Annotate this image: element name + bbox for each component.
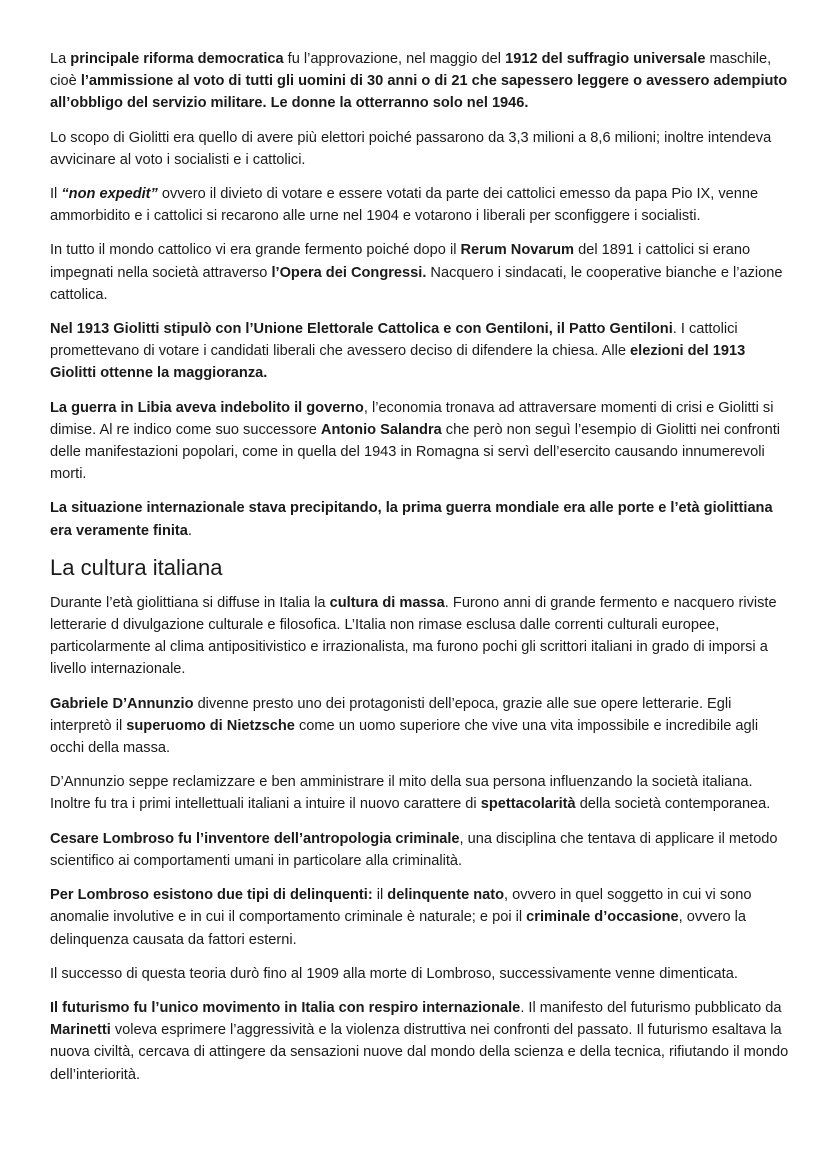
section-heading: La cultura italiana [50, 554, 223, 580]
paragraph-dannunzio-myth: D’Annunzio seppe reclamizzare e ben amministrare il mito della sua persona influenzando la società italiana. Inoltre fu tra i primi intellettuali italiani a intuire il nuovo carattere di spettacolarità della società contemporanea. [50, 774, 771, 813]
paragraph-libya-war: La guerra in Libia aveva indebolito il governo, l’economia tronava ad attraversare momenti di crisi e Giolitti si dimise. Al re indico come suo successore Antonio Salandra che però non seguì l’esempio di Giolitti nei confronti delle manifestazioni popolari, come in quella del 1943 in Romagna si servì dell’esercito causando innumerevoli morti. [50, 399, 781, 483]
paragraph-gentiloni-pact: Nel 1913 Giolitti stipulò con l’Unione Elettorale Cattolica e con Gentiloni, il Patto Gentiloni. I cattolici promettevano di votare i candidati liberali che avessero deciso di difendere la chiesa. Alle elezioni del 1913 Giolitti ottenne la maggioranza. [50, 321, 746, 382]
document-page [50, 48, 790, 1098]
paragraph-delinquent-types: Per Lombroso esistono due tipi di delinquenti: il delinquente nato, ovvero in quel soggetto in cui vi sono anomalie involutive e in cui il comportamento criminale è naturale; e poi il criminale d’occasione, ovvero la delinquenza causata da fattori esterni. [50, 887, 752, 948]
paragraph-futurism: Il futurismo fu l’unico movimento in Italia con respiro internazionale. Il manifesto del futurismo pubblicato da Marinetti voleva esprimere l’aggressività e la violenza distruttiva nei confronti del passato. Il futurismo esaltava la nuova civiltà, cercava di attingere da sensazioni nuove dal mondo della scienza e della tecnica, rifiutando il mondo dell’interiorità. [50, 999, 789, 1083]
paragraph-non-expedit: Il “non expedit” ovvero il divieto di votare e essere votati da parte dei cattolici emesso da papa Pio IX, venne ammorbidito e i cattolici si recarono alle urne nel 1904 e votarono i liberali per sconfiggere i socialisti. [50, 186, 759, 225]
paragraph-theory-success: Il successo di questa teoria durò fino al 1909 alla morte di Lombroso, successivamente venne dimenticata. [50, 965, 738, 982]
paragraph-international-situation: La situazione internazionale stava precipitando, la prima guerra mondiale era alle porte e l’età giolittiana era veramente finita. [50, 500, 773, 539]
paragraph-catholic-ferment: In tutto il mondo cattolico vi era grande fermento poiché dopo il Rerum Novarum del 1891 i cattolici si erano impegnati nella società attraverso l’Opera dei Congressi. Nacquero i sindacati, le cooperative bianche e l’azione cattolica. [50, 242, 783, 303]
paragraph-lombroso: Cesare Lombroso fu l’inventore dell’antropologia criminale, una disciplina che tentava di applicare il metodo scientifico ai comportamenti umani in particolare alla criminalità. [50, 830, 778, 869]
paragraph-mass-culture: Durante l’età giolittiana si diffuse in Italia la cultura di massa. Furono anni di grande fermento e nacquero riviste letterarie d divulgazione culturale e filosofica. L’Italia non rimase esclusa dalle correnti culturali europee, particolarmente al clima antipositivistico e irrazionalista, ma furono pochi gli scrittori italiani in grado di imporsi a livello internazionale. [50, 594, 777, 678]
paragraph-suffrage-reform: La principale riforma democratica fu l’approvazione, nel maggio del 1912 del suffragio universale maschile, cioè l’ammissione al voto di tutti gli uomini di 30 anni o di 21 che sapessero leggere o avessero adempiuto all’obbligo del servizio militare. Le donne la otterranno solo nel 1946. [50, 51, 788, 112]
paragraph-dannunzio: Gabriele D’Annunzio divenne presto uno dei protagonisti dell’epoca, grazie alle sue opere letterarie. Egli interpretò il superuomo di Nietzsche come un uomo superiore che vive una vita impossibile e incredibile agli occhi della massa. [50, 695, 759, 757]
paragraph-giolitti-aim: Lo scopo di Giolitti era quello di avere più elettori poiché passarono da 3,3 milioni a 8,6 milioni; inoltre intendeva avvicinare al voto i socialisti e i cattolici. [50, 129, 772, 168]
